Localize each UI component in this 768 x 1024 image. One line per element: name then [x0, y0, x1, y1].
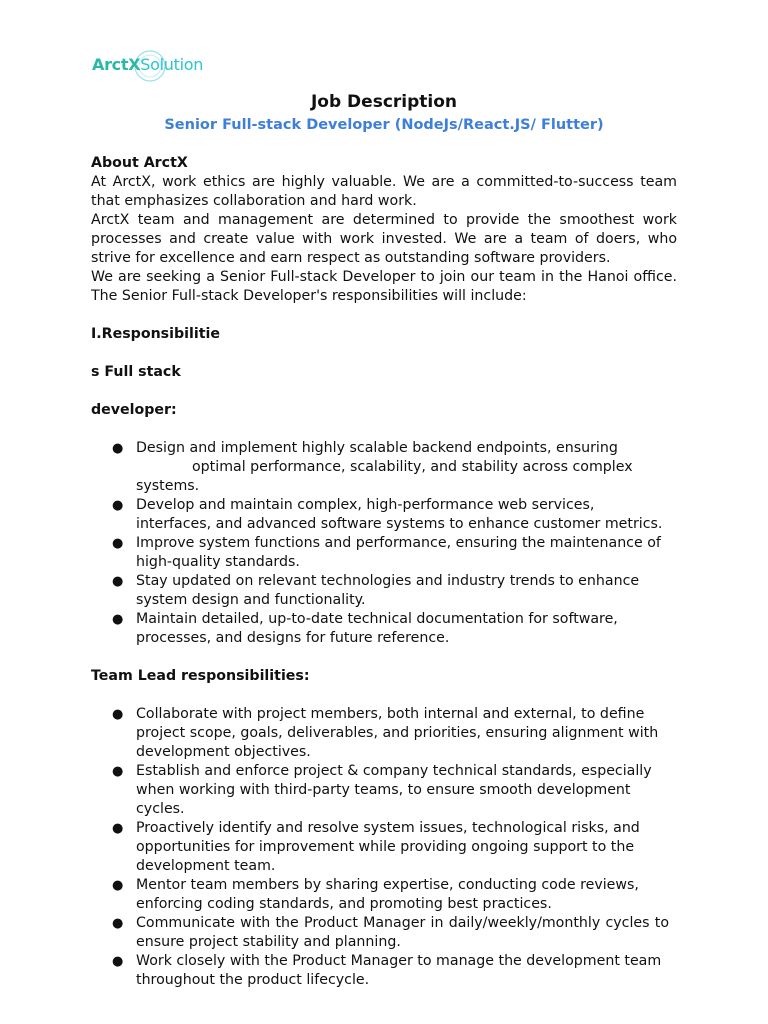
- list-item: [112, 496, 677, 534]
- section2-heading: Team Lead responsibilities:: [91, 668, 310, 684]
- list-item-text: Communicate with the Product Manager in daily/weekly/monthly cycles to ensure project stability and planning.: [136, 915, 669, 950]
- bullet-icon: ●: [112, 612, 124, 627]
- logo-name-a: Arct: [92, 55, 129, 74]
- list-item-line: optimal performance, scalability, and stability across complex: [192, 459, 633, 475]
- bullet-icon: ●: [112, 574, 124, 589]
- about-paragraph-2: ArctX team and management are determined to provide the smoothest work processes and create value with work invested. We are a team of doers, who strive for excellence and earn respect as outstanding software providers.: [91, 212, 677, 266]
- bullet-icon: ●: [112, 536, 124, 551]
- bullet-icon: ●: [112, 764, 124, 779]
- bullet-icon: ●: [112, 916, 124, 931]
- bullet-icon: ●: [112, 707, 124, 722]
- list-item-text: Develop and maintain complex, high-performance web services, interfaces, and advanced software systems to enhance customer metrics.: [136, 497, 663, 532]
- list-item-text: Stay updated on relevant technologies and industry trends to enhance system design and functionality.: [136, 573, 640, 608]
- list-item-line: Design and implement highly scalable backend endpoints, ensuring: [136, 440, 618, 456]
- about-paragraph-3: We are seeking a Senior Full-stack Developer to join our team in the Hanoi office. The Senior Full-stack Developer's responsibilities will include:: [91, 269, 677, 304]
- fullstack-responsibilities-list: [91, 439, 677, 648]
- about-paragraph-1: At ArctX, work ethics are highly valuable. We are a committed-to-success team that emphasizes collaboration and hard work.: [91, 174, 677, 209]
- list-item-text: Collaborate with project members, both internal and external, to define project scope, goals, deliverables, and priorities, ensuring alignment with development objectives.: [136, 706, 659, 760]
- list-item-text: Proactively identify and resolve system issues, technological risks, and opportunities for improvement while providing ongoing support to the development team.: [136, 820, 640, 874]
- bullet-icon: ●: [112, 878, 124, 893]
- about-heading: About ArctX: [91, 155, 188, 171]
- list-item: [112, 876, 677, 914]
- list-item: [112, 762, 677, 819]
- section1-heading-line-3: developer:: [91, 402, 177, 418]
- list-item: [112, 572, 677, 610]
- job-title: Senior Full-stack Developer (NodeJs/React.JS/ Flutter): [164, 117, 604, 133]
- document-body: [91, 154, 677, 990]
- list-item-text: Maintain detailed, up-to-date technical documentation for software, processes, and designs for future reference.: [136, 611, 618, 646]
- list-item: [112, 705, 677, 762]
- list-item-text: Establish and enforce project & company technical standards, especially when working with third-party teams, to ensure smooth development cycles.: [136, 763, 652, 817]
- list-item-text: Work closely with the Product Manager to manage the development team throughout the product lifecycle.: [136, 953, 662, 988]
- list-item: [112, 534, 677, 572]
- team-lead-responsibilities-list: [91, 705, 677, 990]
- list-item-text: Mentor team members by sharing expertise, conducting code reviews, enforcing coding standards, and promoting best practices.: [136, 877, 639, 912]
- logo-name-s: Solution: [140, 55, 204, 74]
- bullet-icon: ●: [112, 821, 124, 836]
- list-item: [112, 439, 677, 496]
- list-item: [112, 952, 677, 990]
- list-item-line: systems.: [136, 478, 200, 494]
- logo-name-x: X: [128, 55, 141, 74]
- bullet-icon: ●: [112, 498, 124, 513]
- company-logo: [92, 50, 212, 82]
- bullet-icon: ●: [112, 441, 124, 456]
- list-item: [112, 819, 677, 876]
- section1-heading-line-2: s Full stack: [91, 364, 181, 380]
- bullet-icon: ●: [112, 954, 124, 969]
- list-item: [112, 914, 677, 952]
- document-title: Job Description: [310, 92, 458, 112]
- list-item: [112, 610, 677, 648]
- section1-heading-line-1: I.Responsibilitie: [91, 326, 220, 342]
- list-item-text: Improve system functions and performance, ensuring the maintenance of high-quality standards.: [136, 535, 661, 570]
- logo-wordmark: [92, 55, 203, 74]
